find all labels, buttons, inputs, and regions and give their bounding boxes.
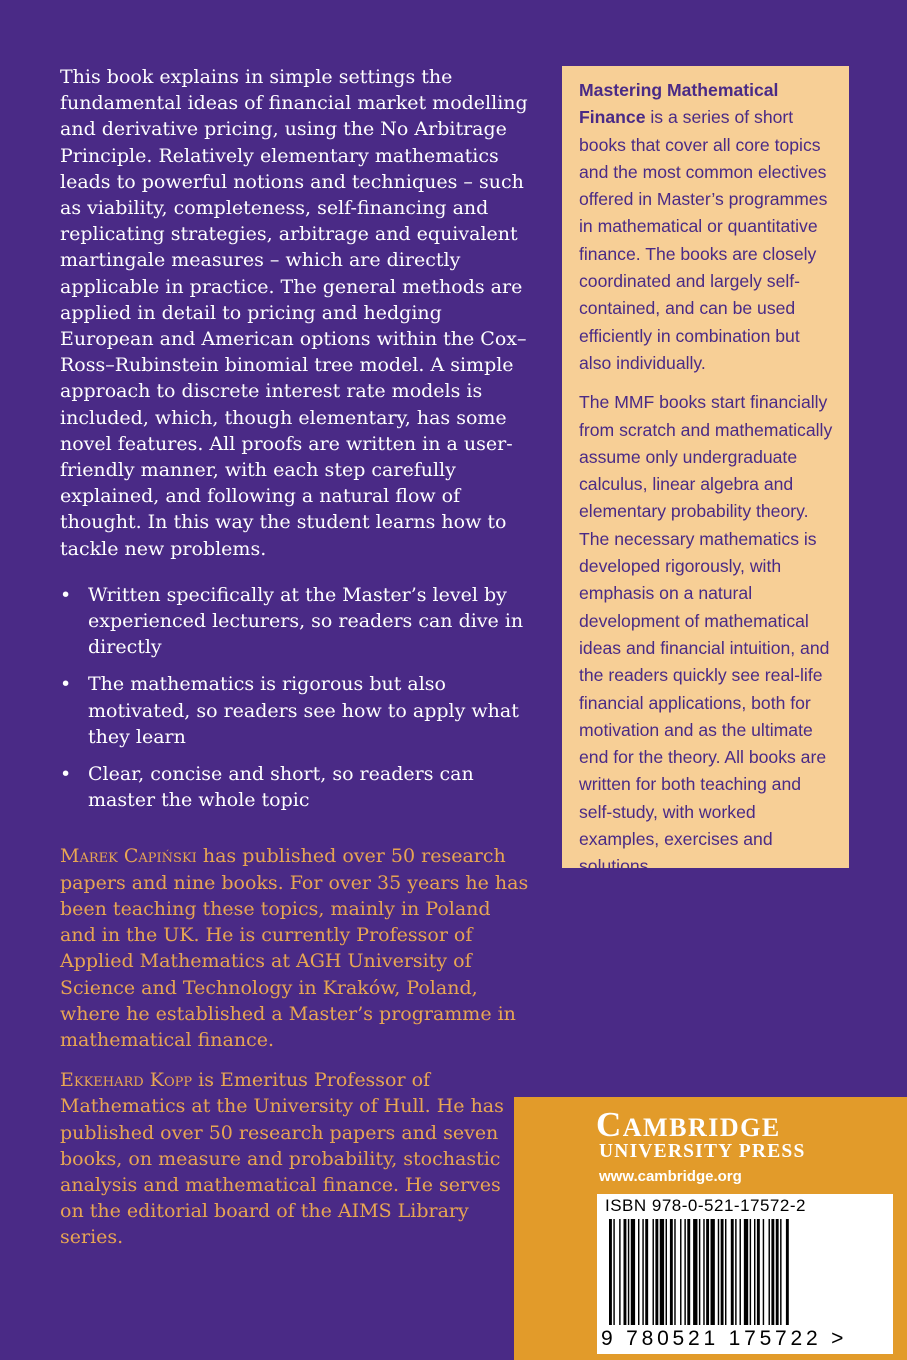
- left-column: [60, 64, 530, 1265]
- barcode-bar: [750, 1219, 751, 1325]
- barcode-bar: [786, 1219, 789, 1325]
- publisher-website: www.cambridge.org: [599, 1168, 742, 1185]
- barcode-bar: [757, 1219, 760, 1325]
- bullet-text: Written specifically at the Master’s level by experienced lecturers, so readers can dive in directly: [88, 583, 524, 659]
- author-bio: [60, 843, 530, 1053]
- barcode-bar: [771, 1219, 774, 1325]
- series-title: Mastering Mathematical Finance: [579, 80, 779, 128]
- series-intro-text: is a series of short books that cover all core topics and the most common electives offered in Master’s programmes in mathematical or quantitative finance. The books are closely coordinated and largely self-contained, and can be used efficiently in combination but also individually.: [579, 107, 828, 373]
- barcode-bar: [609, 1219, 612, 1325]
- bullet-item: [60, 671, 530, 750]
- bullet-item: [60, 761, 530, 813]
- barcode-panel: [597, 1194, 893, 1354]
- feature-bullets: [60, 582, 530, 814]
- book-description: This book explains in simple settings the fundamental ideas of financial market modelling and derivative pricing, using the No Arbitrage Principle. Relatively elementary mathematics leads to powerful notions and techniques – such as viability, completeness, self-financing and replicating strategies, arbitrage and equivalent martingale measures – which are directly applicable in practice. The general methods are applied in detail to pricing and hedging European and American options within the Cox–Ross–Rubinstein binomial tree model. A simple approach to discrete interest rate models is included, which, though elementary, has some novel features. All proofs are written in a user-friendly manner, with each step carefully explained, and following a natural flow of thought. In this way the student learns how to tackle new problems.: [60, 66, 528, 560]
- bullet-dot-icon: •: [60, 763, 72, 786]
- series-paragraph-2: The MMF books start financially from scratch and mathematically assume only undergraduate calculus, linear algebra and elementary probability theory. The necessary mathematics is developed rigorously, with emphasis on a natural development of mathematical ideas and financial intuition, and the readers quickly see real-life financial applications, both for motivation and as the ultimate end for the theory. All books are written for both teaching and self-study, with worked examples, exercises and solutions.: [579, 392, 833, 877]
- series-paragraph-1: [579, 77, 835, 377]
- barcode-bar: [740, 1219, 741, 1325]
- barcode-bar: [721, 1219, 724, 1325]
- barcode-bar: [674, 1219, 675, 1325]
- barcode-bar: [754, 1219, 755, 1325]
- barcode-bar: [670, 1219, 673, 1325]
- bullet-item: [60, 582, 530, 661]
- barcode-bar: [735, 1219, 736, 1325]
- barcode-bar: [653, 1219, 654, 1325]
- barcode-bar: [645, 1219, 648, 1325]
- barcode-bar: [769, 1219, 770, 1325]
- barcode-number: 9 780521 175722 >: [601, 1327, 848, 1350]
- author-bio-text: has published over 50 research papers and nine books. For over 35 years he has been teaching these topics, mainly in Poland and in the UK. He is currently Professor of Applied Mathematics at AGH University of Science and Technology in Kraków, Poland, where he established a Master’s programme in mathematical finance.: [60, 845, 529, 1051]
- publisher-name: [596, 1105, 781, 1145]
- author-bio-text: is Emeritus Professor of Mathematics at the University of Hull. He has published over 50 research papers and seven books, on measure and probability, stochastic analysis and mathematical finance. He serves on the editorial board of the AIMS Library series.: [60, 1069, 504, 1249]
- barcode-bar: [703, 1219, 704, 1325]
- barcode-bar: [628, 1219, 629, 1325]
- barcode-bar: [687, 1219, 690, 1325]
- barcode-bar: [660, 1219, 664, 1325]
- barcode-bar: [613, 1219, 614, 1325]
- bullet-dot-icon: •: [60, 673, 72, 696]
- barcode-bar: [624, 1219, 627, 1325]
- publisher-subtitle: UNIVERSITY PRESS: [599, 1141, 806, 1162]
- barcode-bar: [699, 1219, 700, 1325]
- publisher-name-initial: C: [596, 1105, 623, 1144]
- barcode-bar: [680, 1219, 681, 1325]
- author-name: Ekkehard Kopp: [60, 1069, 193, 1092]
- barcode-bar: [693, 1219, 697, 1325]
- barcode-bar: [631, 1219, 635, 1325]
- barcode-bar: [684, 1219, 685, 1325]
- isbn-label: ISBN 978-0-521-17572-2: [605, 1196, 806, 1215]
- barcode-bar: [655, 1219, 658, 1325]
- barcode-bar: [763, 1219, 764, 1325]
- barcode-bar: [706, 1219, 709, 1325]
- barcode-bar: [780, 1219, 781, 1325]
- bullet-text: Clear, concise and short, so readers can master the whole topic: [88, 763, 474, 812]
- barcode-bar: [666, 1219, 667, 1325]
- barcode-bar: [642, 1219, 643, 1325]
- barcode-bar: [725, 1219, 726, 1325]
- author-name: Marek Capiński: [60, 845, 197, 868]
- publisher-band: [514, 1097, 907, 1360]
- bullet-text: The mathematics is rigorous but also motivated, so readers see how to apply what they learn: [88, 673, 519, 748]
- barcode-bar: [638, 1219, 639, 1325]
- series-info-box: [562, 66, 849, 877]
- bullet-dot-icon: •: [60, 583, 72, 606]
- publisher-name-rest: AMBRIDGE: [622, 1113, 781, 1142]
- barcode-icon: [609, 1219, 881, 1325]
- author-bio: [60, 1067, 530, 1250]
- barcode-bar: [731, 1219, 734, 1325]
- barcode-bar: [744, 1219, 748, 1325]
- barcode-bar: [619, 1219, 620, 1325]
- barcode-bar: [776, 1219, 779, 1325]
- barcode-bar: [718, 1219, 719, 1325]
- barcode-bar: [711, 1219, 715, 1325]
